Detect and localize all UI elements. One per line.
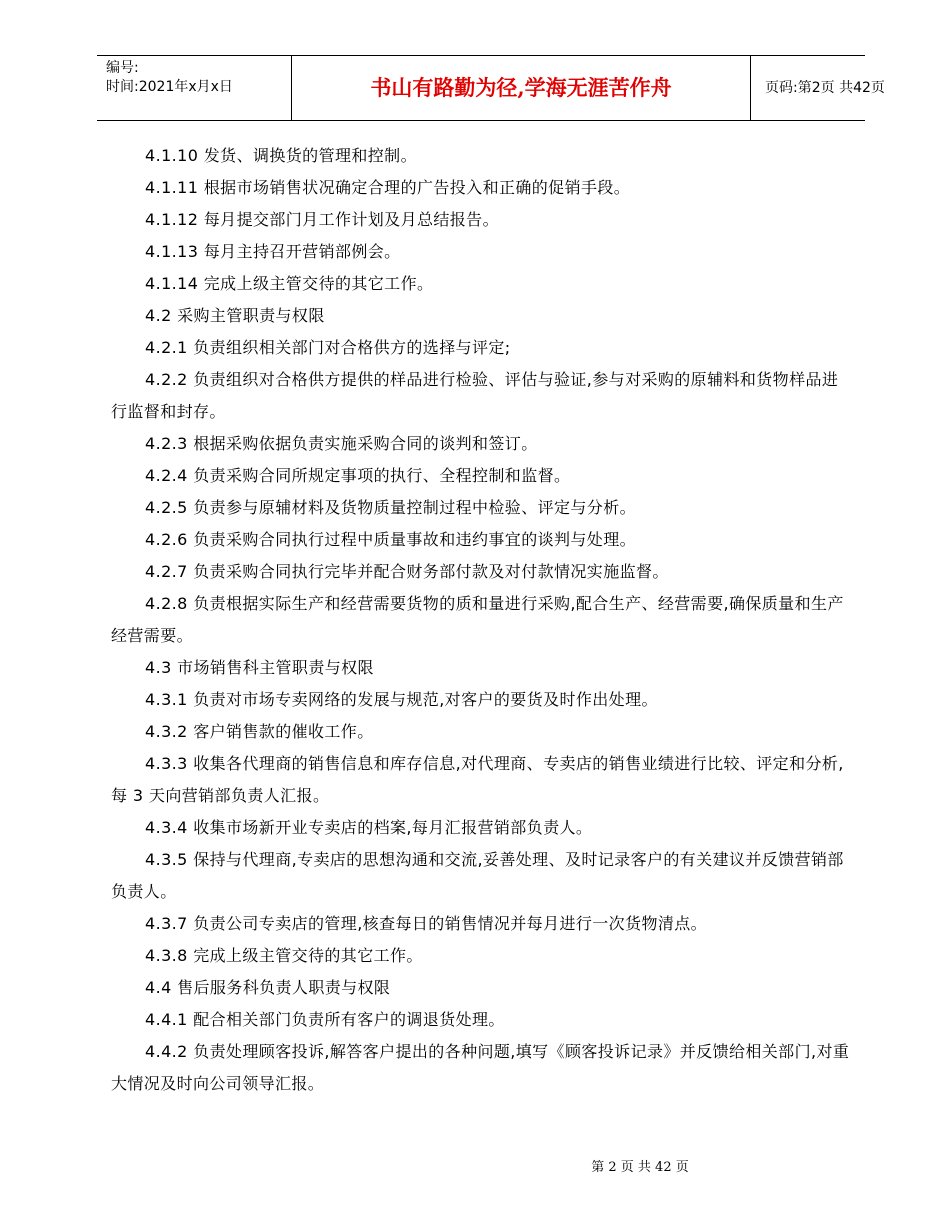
paragraph: 4.3.5 保持与代理商,专卖店的思想沟通和交流,妥善处理、及时记录客户的有关建议并反馈营销部负责人。 xyxy=(111,850,844,901)
document-header xyxy=(97,55,885,121)
paragraph: 4.3.7 负责公司专卖店的管理,核查每日的销售情况并每月进行一次货物清点。 xyxy=(145,914,708,933)
header-motto: 书山有路勤为径,学海无涯苦作舟 xyxy=(291,56,751,120)
section-heading: 4.3 市场销售科主管职责与权限 xyxy=(145,658,374,677)
paragraph: 4.2.1 负责组织相关部门对合格供方的选择与评定; xyxy=(145,338,511,357)
paragraph: 4.1.11 根据市场销售状况确定合理的广告投入和正确的促销手段。 xyxy=(145,178,631,197)
paragraph: 4.2.7 负责采购合同执行完毕并配合财务部付款及对付款情况实施监督。 xyxy=(145,562,669,581)
paragraph: 4.3.4 收集市场新开业专卖店的档案,每月汇报营销部负责人。 xyxy=(145,818,593,837)
paragraph: 4.2.4 负责采购合同所规定事项的执行、全程控制和监督。 xyxy=(145,466,571,485)
section-heading: 4.4 售后服务科负责人职责与权限 xyxy=(145,978,391,997)
paragraph: 4.3.1 负责对市场专卖网络的发展与规范,对客户的要货及时作出处理。 xyxy=(145,690,658,709)
paragraph: 4.3.8 完成上级主管交待的其它工作。 xyxy=(145,946,423,965)
document-body xyxy=(111,140,853,1100)
paragraph: 4.1.13 每月主持召开营销部例会。 xyxy=(145,242,401,261)
time-label: 时间:2021年x月x日 xyxy=(106,79,233,95)
paragraph: 4.3.2 客户销售款的催收工作。 xyxy=(145,722,374,741)
paragraph: 4.2.8 负责根据实际生产和经营需要货物的质和量进行采购,配合生产、经营需要,确保质量和生产经营需要。 xyxy=(111,594,844,645)
paragraph: 4.2.3 根据采购依据负责实施采购合同的谈判和签订。 xyxy=(145,434,538,453)
header-meta xyxy=(97,56,291,120)
number-label: 编号: xyxy=(106,60,139,76)
page-footer: 第 2 页 共 42 页 xyxy=(591,1160,689,1175)
header-page-info: 页码:第2页 共42页 xyxy=(765,80,885,96)
paragraph: 4.1.10 发货、调换货的管理和控制。 xyxy=(145,146,417,165)
paragraph: 4.2.6 负责采购合同执行过程中质量事故和违约事宜的谈判与处理。 xyxy=(145,530,636,549)
paragraph: 4.2.2 负责组织对合格供方提供的样品进行检验、评估与验证,参与对采购的原辅料和货物样品进行监督和封存。 xyxy=(111,370,839,421)
section-heading: 4.2 采购主管职责与权限 xyxy=(145,306,325,325)
paragraph: 4.1.14 完成上级主管交待的其它工作。 xyxy=(145,274,434,293)
paragraph: 4.3.3 收集各代理商的销售信息和库存信息,对代理商、专卖店的销售业绩进行比较、评定和分析,每 3 天向营销部负责人汇报。 xyxy=(111,754,844,805)
paragraph: 4.4.2 负责处理顾客投诉,解答客户提出的各种问题,填写《顾客投诉记录》并反馈给相关部门,对重大情况及时向公司领导汇报。 xyxy=(111,1042,850,1093)
paragraph: 4.4.1 配合相关部门负责所有客户的调退货处理。 xyxy=(145,1010,505,1029)
paragraph: 4.2.5 负责参与原辅材料及货物质量控制过程中检验、评定与分析。 xyxy=(145,498,636,517)
paragraph: 4.1.12 每月提交部门月工作计划及月总结报告。 xyxy=(145,210,499,229)
